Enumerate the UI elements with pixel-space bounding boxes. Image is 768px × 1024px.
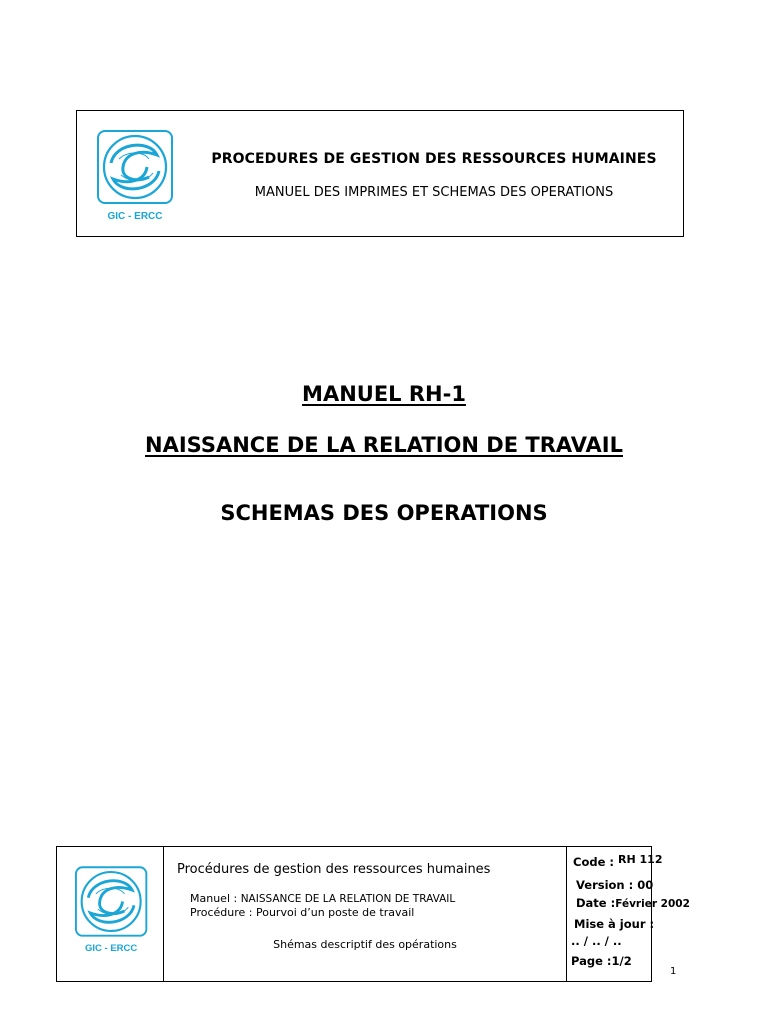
gic-ercc-logo: [75, 863, 153, 959]
header-box: [76, 110, 684, 237]
procedure-label: Procédure :: [190, 906, 253, 919]
procedure-value: Pourvoi d’un poste de travail: [255, 906, 415, 919]
svg-text:GIC - ERCC: GIC - ERCC: [85, 942, 138, 954]
footer-meta-cell: [567, 847, 690, 981]
version-line: Version : 00: [576, 878, 654, 892]
header-subtitle: MANUEL DES IMPRIMES ET SCHEMAS DES OPERATIONS: [254, 185, 614, 200]
footer-procedure-line: [190, 906, 414, 919]
header-title: PROCEDURES DE GESTION DES RESSOURCES HUMAINES: [211, 151, 657, 167]
schemas-title: SCHEMAS DES OPERATIONS: [220, 501, 548, 525]
mise-a-jour-line: Mise à jour :: [574, 917, 655, 931]
footer-logo-cell: [57, 847, 164, 981]
footer-title: Procédures de gestion des ressources humaines: [177, 862, 491, 877]
page-line: Page :1/2: [571, 954, 632, 968]
relation-title: NAISSANCE DE LA RELATION DE TRAVAIL: [145, 433, 623, 457]
footer-description: Shémas descriptif des opérations: [273, 938, 457, 951]
footer-table: [56, 846, 690, 982]
date-line: Date :Février 2002: [576, 896, 690, 910]
manuel-value: NAISSANCE DE LA RELATION DE TRAVAIL: [240, 893, 456, 905]
footer-info-cell: [164, 847, 567, 981]
manuel-label: Manuel :: [190, 892, 238, 905]
mise-a-jour-value: .. / .. / ..: [571, 934, 622, 948]
svg-text:GIC - ERCC: GIC - ERCC: [107, 211, 163, 222]
gic-ercc-logo: [97, 129, 179, 225]
code-line: Code : RH 112: [573, 853, 663, 869]
page-number: 1: [670, 966, 677, 977]
footer-manuel-line: [190, 892, 455, 905]
manual-title: MANUEL RH-1: [302, 382, 466, 406]
